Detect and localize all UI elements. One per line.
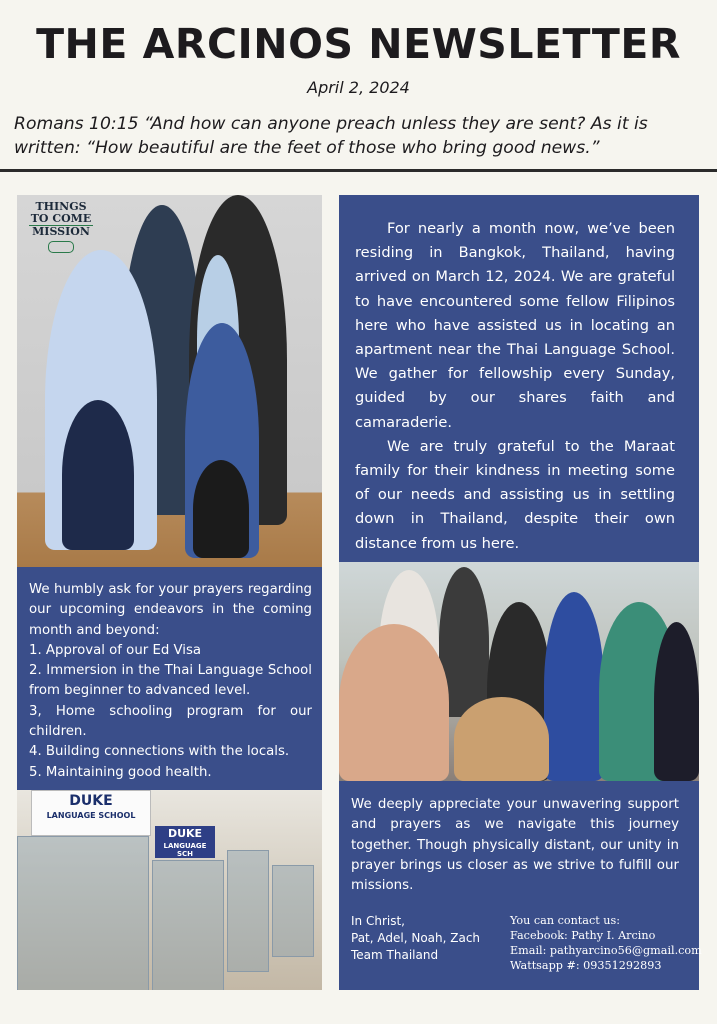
newsletter-title: THE ARCINOS NEWSLETTER xyxy=(36,20,681,68)
prayer-item: 5. Maintaining good health. xyxy=(29,764,212,780)
classroom-window xyxy=(272,865,314,957)
prayer-item: 2. Immersion in the Thai Language School from beginner to advanced level. xyxy=(29,663,312,699)
group-photo xyxy=(339,562,699,781)
ministry-logo: THINGS TO COME MISSION xyxy=(29,201,93,253)
classroom-window xyxy=(17,836,149,990)
prayer-item: 1. Approval of our Ed Visa xyxy=(29,642,202,658)
contact-info: You can contact us: Facebook: Pathy I. Arcino Email: pathyarcino56@gmail.com Wattsapp #: 09351292893 xyxy=(510,914,702,972)
school-sign-secondary: DUKE LANGUAGE SCH xyxy=(155,826,215,858)
update-paragraph-1: For nearly a month now, we’ve been residing in Bangkok, Thailand, having arrived on March 12, 2024. We are grateful to have encountered some fellow Filipinos here who have assisted us in locating an apartment near the Thai Language School. We gather for fellowship every Sunday, guided by our shares faith and camaraderie. xyxy=(355,220,675,431)
prayer-intro: We humbly ask for your prayers regarding our upcoming endeavors in the coming month and beyond: xyxy=(29,582,312,638)
header-divider xyxy=(0,169,717,172)
language-school-photo xyxy=(17,790,322,990)
closing-panel xyxy=(339,781,702,990)
bible-verse: Romans 10:15 “And how can anyone preach unless they are sent? As it is written: “How beautiful are the feet of those who bring good news.” xyxy=(14,114,648,158)
person-8 xyxy=(454,697,549,781)
person-4 xyxy=(544,592,604,781)
prayer-item: 3, Home schooling program for our children. xyxy=(29,703,312,740)
newsletter-date: April 2, 2024 xyxy=(307,78,410,97)
update-paragraph-2: We are truly grateful to the Maraat family for their kindness in meeting some of our needs and assisting us in settling down in Thailand, despite their own distance from us here. xyxy=(355,437,675,552)
boy-pants xyxy=(62,400,134,550)
prayer-item: 4. Building connections with the locals. xyxy=(29,744,290,760)
update-panel xyxy=(339,195,699,562)
school-sign: DUKE LANGUAGE SCHOOL xyxy=(31,790,151,836)
closing-text: We deeply appreciate your unwavering support and prayers as we navigate this journey together. Though physically distant, our unity in prayer brings us closer as we strive to fulfill our missions. xyxy=(351,797,679,894)
prayer-panel xyxy=(17,567,322,791)
classroom-window xyxy=(152,860,224,990)
child-pants xyxy=(193,460,249,558)
classroom-window xyxy=(227,850,269,972)
family-photo xyxy=(17,195,322,567)
person-6 xyxy=(654,622,699,781)
signoff: In Christ, Pat, Adel, Noah, Zach Team Thailand xyxy=(351,914,481,963)
person-7 xyxy=(339,624,449,781)
